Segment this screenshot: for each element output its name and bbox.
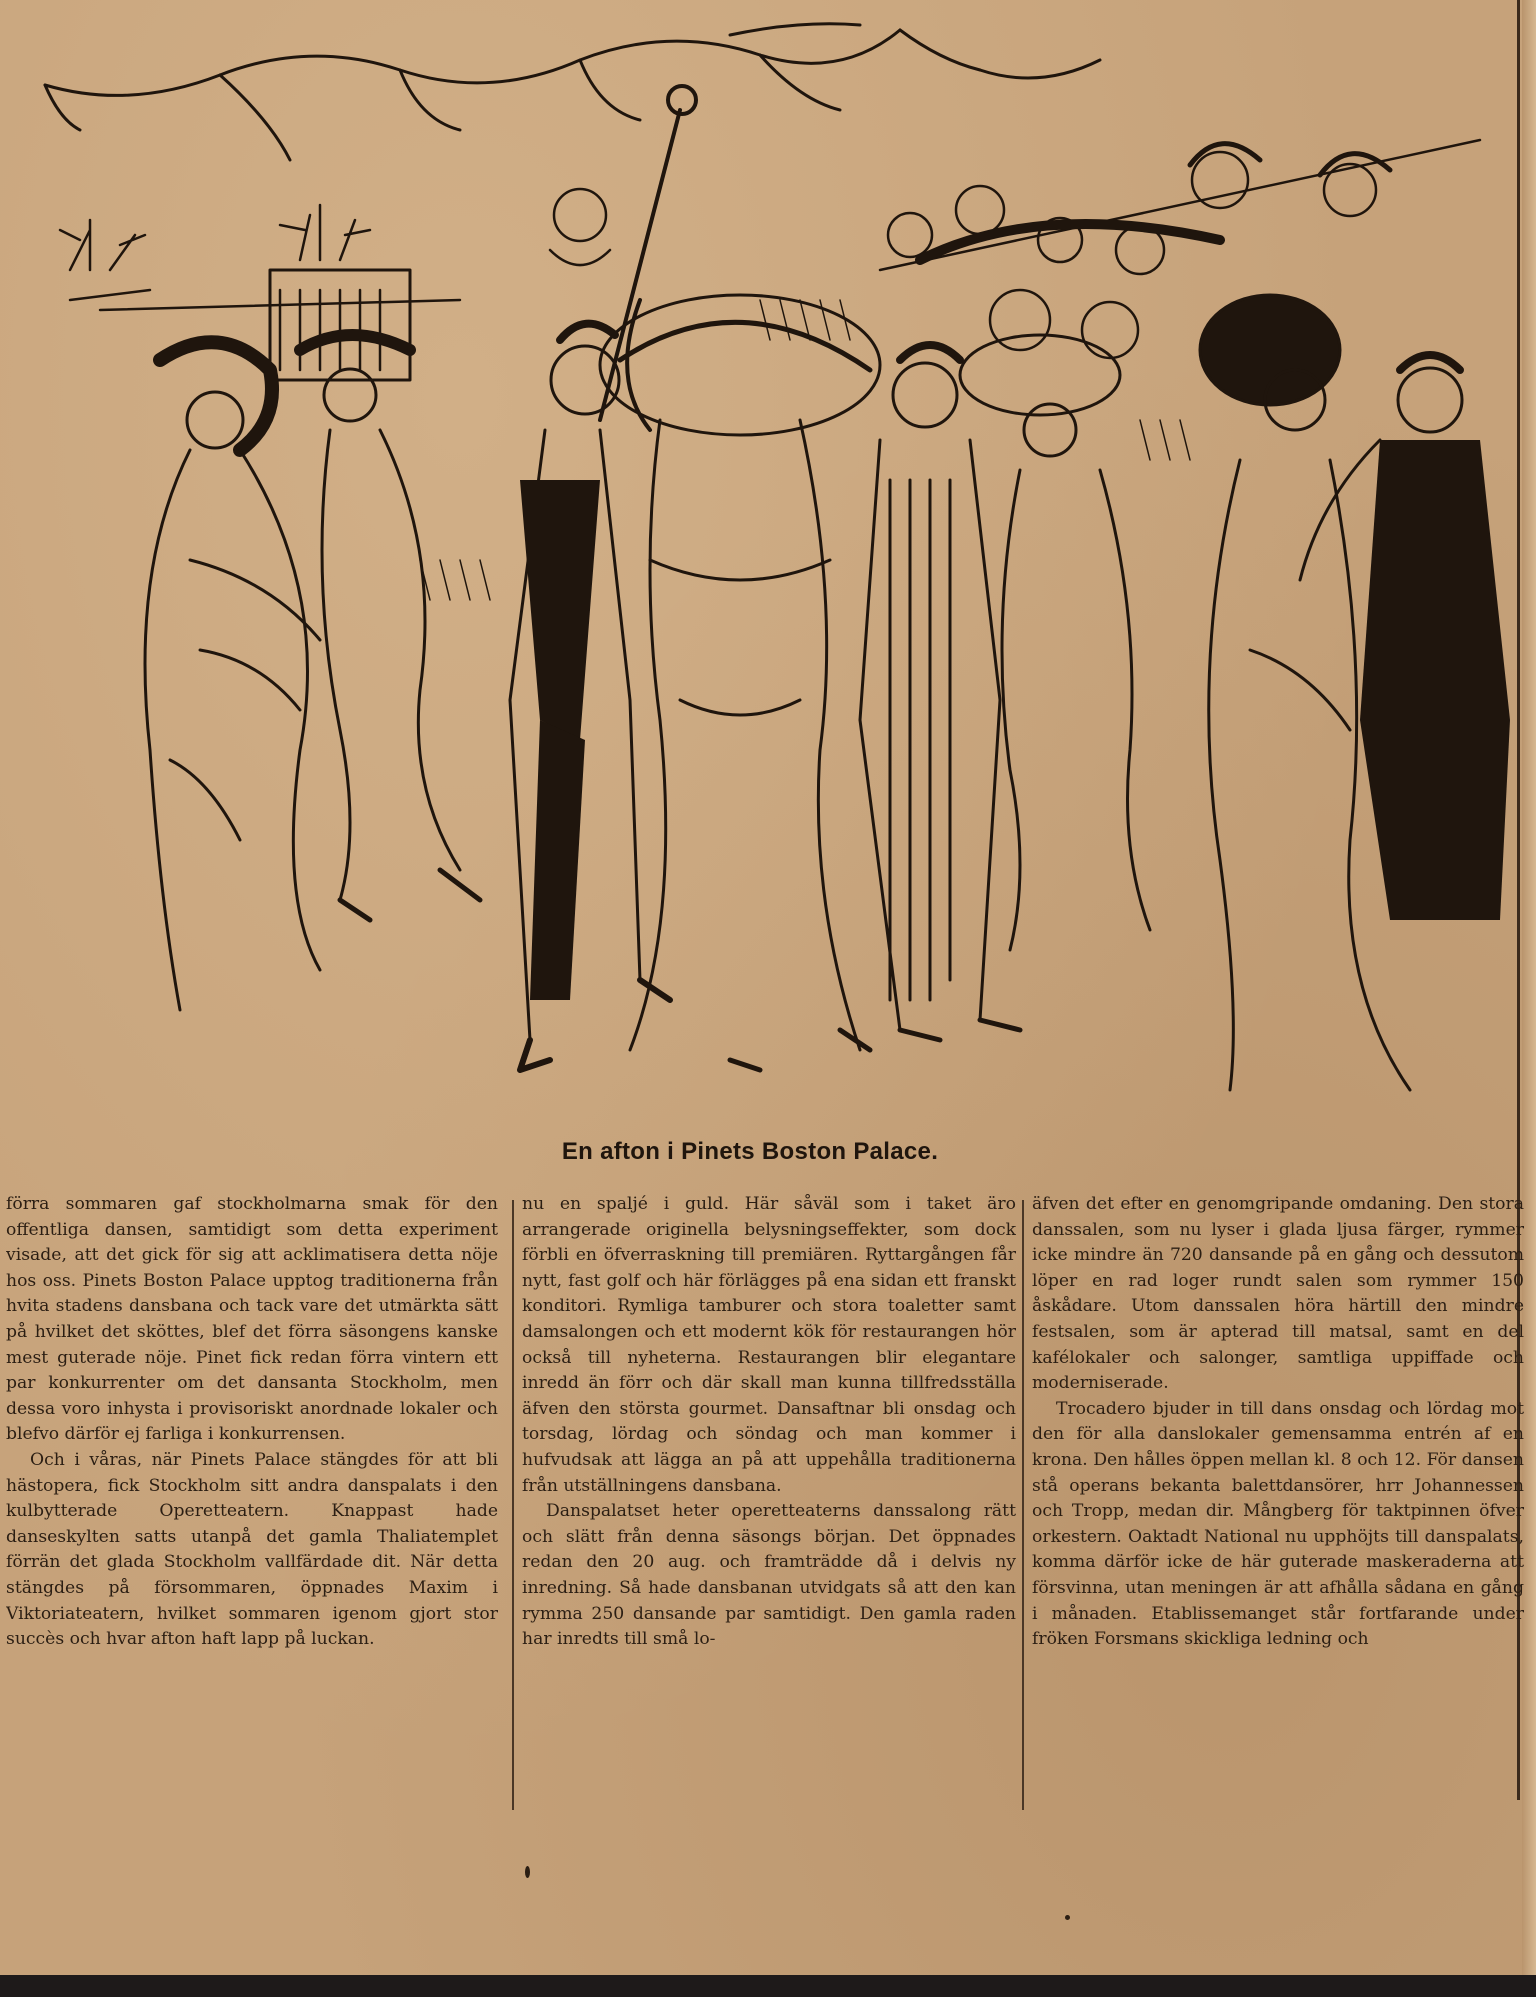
article-column-1 xyxy=(6,1192,498,1832)
paragraph: Trocadero bjuder in till dans onsdag och lördag mot den för alla danslokaler gemensamma entrén af en krona. Den hålles öppen mellan kl. 8 och 12. För dansen stå operans bekanta balettdansörer, hrr Johannessen och Tropp, medan dir. Mångberg för taktpinnen öfver orkestern. Oaktadt National nu upphöjts till danspalats, komma därför icke de här guterade maskeraderna att försvinna, utan meningen är att afhålla sådana en gång i månaden. Etablissemanget står fortfarande under fröken Forsmans skickliga ledning och xyxy=(1032,1398,1524,1650)
garland-decoration xyxy=(45,24,1100,160)
paragraph: Och i våras, när Pinets Palace stängdes för att bli hästopera, fick Stockholm sitt andra danspalats i den kulbytterade Operetteatern. Knappast hade danseskylten satts utanpå det gamla Thaliatemplet förrän det glada Stockholm vallfärdade dit. När detta stängdes på försommaren, öppnades Maxim i Viktoriateatern, hvilket sommaren igenom gjort stor succès och hvar afton haft lapp på luckan. xyxy=(6,1449,498,1650)
paragraph: nu en spaljé i guld. Här såväl som i taket äro arrangerade originella belysningseffekter, som dock förbli en öfverraskning till premiären. Ryttargången får nytt, fast golf och här förlägges på ena sidan ett franskt konditori. Rymliga tamburer och stora toaletter samt damsalongen och ett modernt kök för restaurangen hör också till nyheterna. Restaurangen blir elegantare inredd än förr och där skall man kunna tillfredsställa äfven den största gourmet. Dansaftnar bli onsdag och torsdag, lördag och söndag och man kommer i hufvudsak att lägga an på att uppehålla traditionerna från utställningens dansbana. xyxy=(522,1194,1016,1496)
scan-bottom-edge xyxy=(0,1975,1536,1997)
ink-speck xyxy=(525,1866,530,1878)
dancing-man-right xyxy=(1300,355,1510,920)
ballroom-dance-illustration xyxy=(40,0,1510,1110)
article-columns xyxy=(6,1192,1524,1832)
dancing-woman-left xyxy=(145,342,320,1010)
ink-speck xyxy=(1065,1915,1070,1920)
dancing-man-black-suit xyxy=(510,324,670,1070)
page-edge xyxy=(1522,0,1536,1975)
potted-plant-left xyxy=(60,220,150,300)
potted-plant-center xyxy=(270,205,410,380)
dancing-man-grey-suit xyxy=(860,345,1020,1040)
double-bass xyxy=(600,86,696,430)
article-column-3 xyxy=(1032,1192,1524,1832)
article-column-2 xyxy=(522,1192,1016,1832)
paragraph: äfven det efter en genomgripande omdaning. Den stora danssalen, som nu lyser i glada ljusa färger, rymmer icke mindre än 720 dansande på en gång och dessutom löper en rad loger rundt salen som rymmer 150 åskådare. Utom danssalen höra härtill den mindre festsalen, som är apterad till matsal, samt en del kafélokaler och salonger, samtliga uppiffade och moderniserade. xyxy=(1032,1194,1524,1394)
paragraph: Danspalatset heter operetteaterns danssalong rätt och slätt från denna säsongs början. Det öppnades redan den 20 aug. och framträdde då i delvis ny inredning. Så hade dansbanan utvidgats så att den kan rymma 250 dansande par samtidigt. Den gamla raden har inredts till små lo- xyxy=(522,1501,1016,1650)
dancing-woman-right-center xyxy=(960,335,1150,950)
paragraph: förra sommaren gaf stockholmarna smak för den offentliga dansen, samtidigt som detta experiment visade, att det gick för sig att acklimatisera detta nöje hos oss. Pinets Boston Palace upptog traditionerna från hvita stadens dansbana och tack vare det utmärkta sätt på hvilket det sköttes, blef det förra säsongens kanske mest guterade nöje. Pinet fick redan förra vintern ett par konkurrenter om det dansanta Stockholm, men dessa voro inhysta i provisoriskt anordnade lokaler och blefvo därför ej farliga i konkurrensen. xyxy=(6,1194,498,1445)
dancing-woman-second xyxy=(300,335,480,920)
dancing-woman-large-hat xyxy=(600,295,880,1070)
illustration-caption: En afton i Pinets Boston Palace. xyxy=(561,1138,939,1165)
